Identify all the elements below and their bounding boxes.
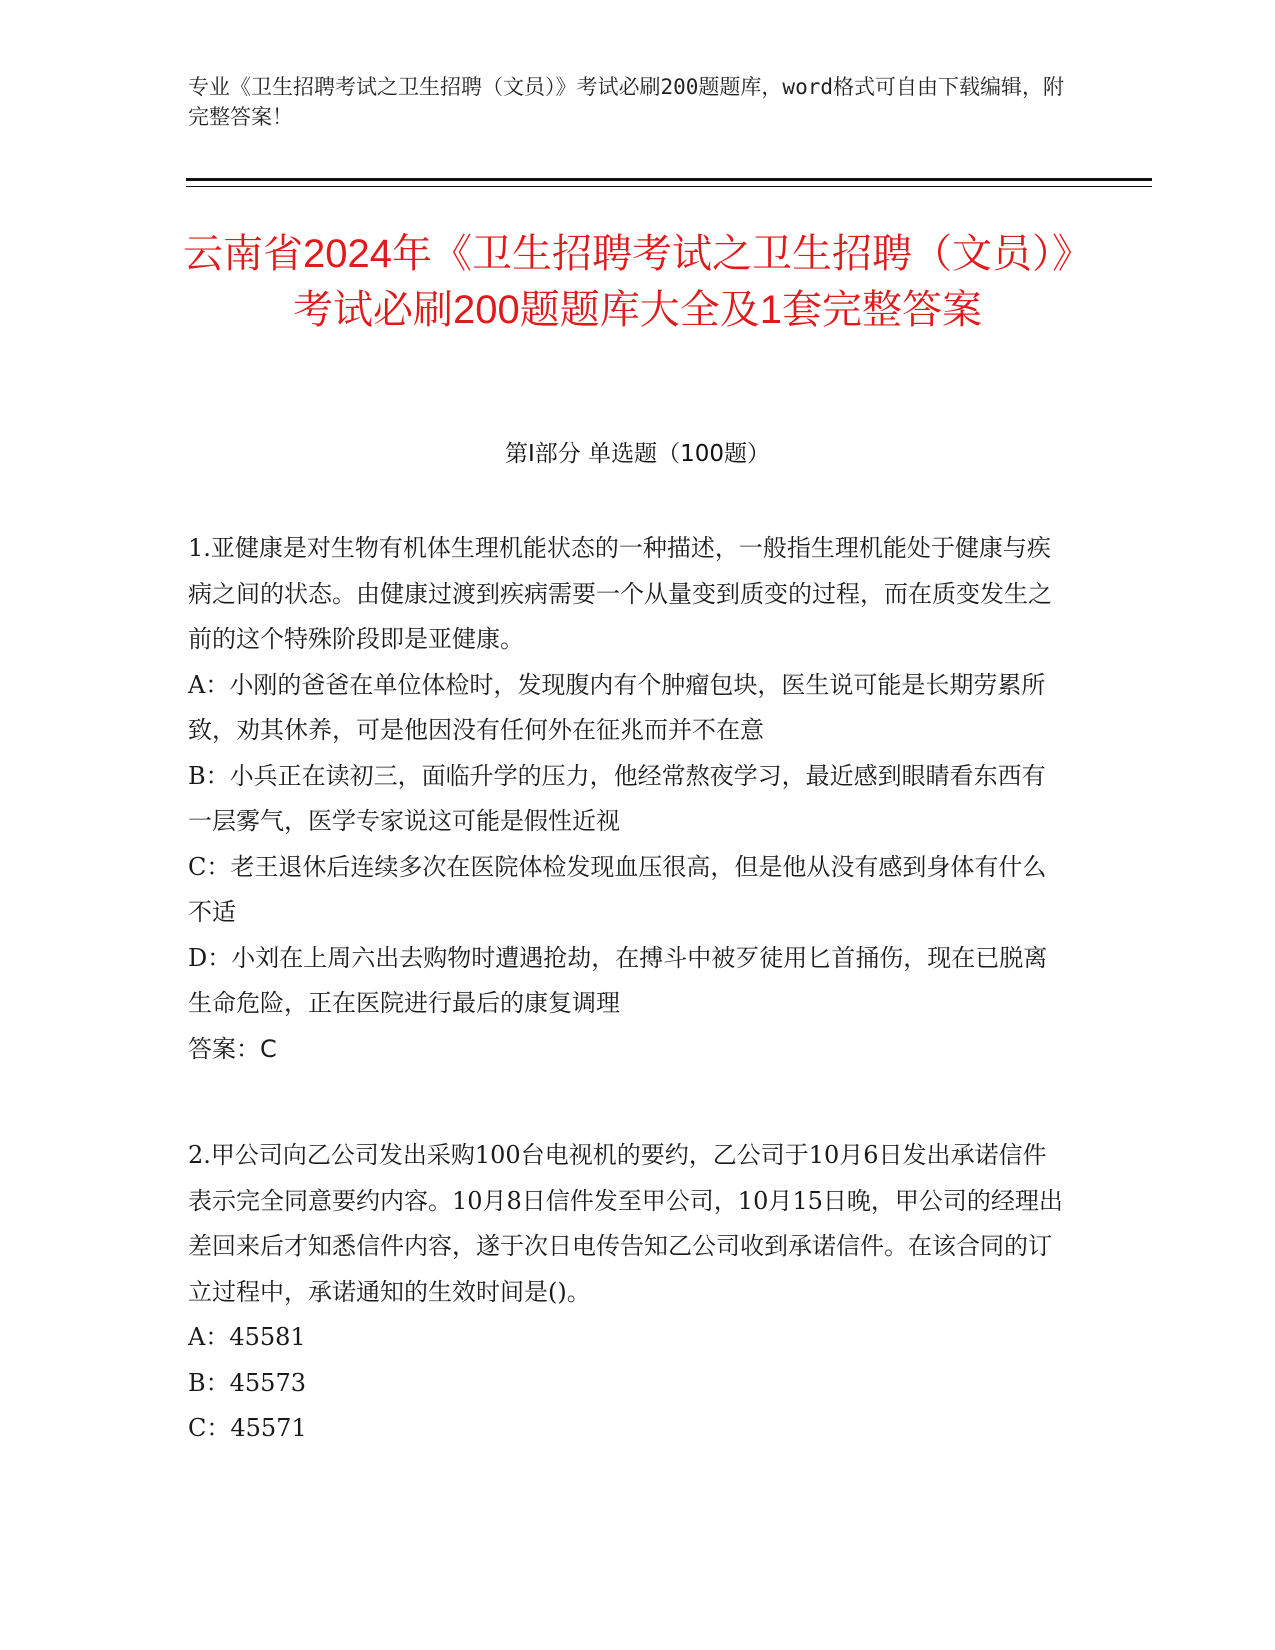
- answer-label: 答案：C: [188, 1034, 277, 1063]
- option-b: B：45573: [188, 1368, 306, 1397]
- option-d: D：小刘在上周六出去购物时遭遇抢劫，在搏斗中被歹徒用匕首捅伤，现在已脱离生命危险，正在医院进行最后的康复调理: [188, 943, 1048, 1017]
- option-b: B：小兵正在读初三，面临升学的压力，他经常熬夜学习，最近感到眼睛看东西有一层雾气，医学专家说这可能是假性近视: [188, 761, 1046, 835]
- question-stem: 1.亚健康是对生物有机体生理机能状态的一种描述，一般指生理机能处于健康与疾病之间的状态。由健康过渡到疾病需要一个从量变到质变的过程，而在质变发生之前的这个特殊阶段即是亚健康。: [188, 534, 1052, 653]
- question-list: [188, 526, 1068, 1452]
- option-a: A：45581: [188, 1323, 306, 1351]
- section-heading: 第Ⅰ部分 单选题（100题）: [505, 441, 770, 467]
- question-spacer: [188, 1072, 1068, 1133]
- header-divider-thin: [186, 186, 1152, 187]
- header-divider-thick: [186, 178, 1152, 181]
- option-c: C：45571: [188, 1414, 307, 1442]
- header-note: 专业《卫生招聘考试之卫生招聘（文员）》考试必刷200题题库，word格式可自由下载编辑，附完整答案！: [188, 75, 1064, 129]
- document-title: 云南省2024年《卫生招聘考试之卫生招聘（文员）》考试必刷200题题库大全及1套完整答案: [183, 232, 1092, 332]
- option-c: C：老王退休后连续多次在医院体检发现血压很高，但是他从没有感到身体有什么不适: [188, 852, 1047, 926]
- option-a: A：小刚的爸爸在单位体检时，发现腹内有个肿瘤包块，医生说可能是长期劳累所致，劝其休养，可是他因没有任何外在征兆而并不在意: [188, 670, 1046, 744]
- question-stem: 2.甲公司向乙公司发出采购100台电视机的要约，乙公司于10月6日发出承诺信件表示完全同意要约内容。10月8日信件发至甲公司，10月15日晚，甲公司的经理出差回来后才知悉信件内容，遂于次日电传告知乙公司收到承诺信件。在该合同的订立过程中，承诺通知的生效时间是()。: [188, 1141, 1063, 1306]
- question-2: [188, 1133, 1068, 1452]
- question-1: [188, 526, 1068, 1072]
